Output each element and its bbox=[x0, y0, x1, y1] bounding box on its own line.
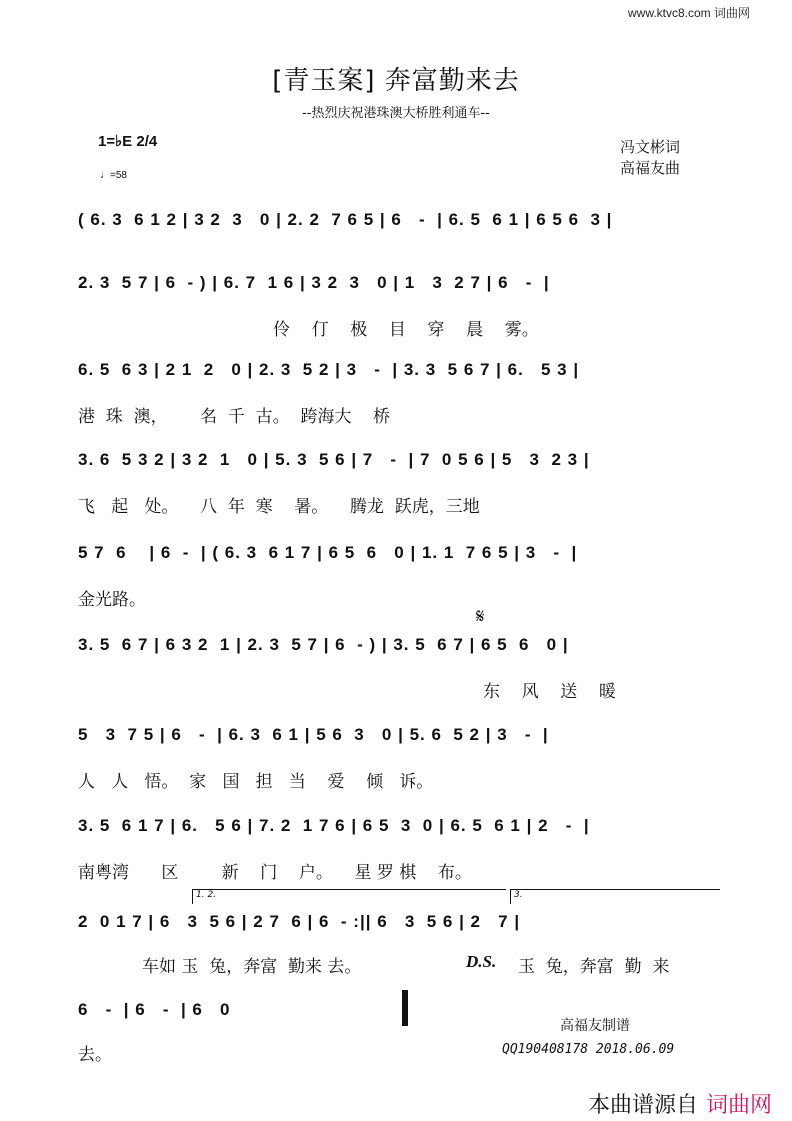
notation-row: 5 7 6 | 6 - | ( 6. 3 6 1 7 | 6 5 6 0 | 1. 1 7 6 5 | 3 - | bbox=[78, 543, 578, 562]
notation-row: 6 - | 6 - | 6 0 bbox=[78, 1000, 231, 1019]
volta-first-ending: 1. 2. bbox=[192, 889, 506, 904]
lyrics-row: 伶 仃 极 目 穿 晨 雾。 bbox=[273, 320, 539, 340]
notation-row: 3. 5 6 1 7 | 6. 5 6 | 7. 2 1 7 6 | 6 5 3 0 | 6. 5 6 1 | 2 - | bbox=[78, 816, 590, 835]
lyrics-row: 人 人 悟。 家 国 担 当 爱 倾 诉。 bbox=[78, 772, 434, 792]
lyrics-row-alt: 玉 兔，奔富 勤 来 bbox=[518, 957, 670, 977]
contact-date: QQ190408178 2018.06.09 bbox=[502, 1042, 675, 1057]
key-signature: 1=♭E 2/4 bbox=[98, 133, 158, 150]
tempo-marking: ♩=58 bbox=[100, 170, 127, 181]
notation-row: ( 6. 3 6 1 2 | 3 2 3 0 | 2. 2 7 6 5 | 6 - | 6. 5 6 1 | 6 5 6 3 | bbox=[78, 210, 613, 229]
notation-row: 6. 5 6 3 | 2 1 2 0 | 2. 3 5 2 | 3 - | 3. 3 5 6 7 | 6. 5 3 | bbox=[78, 360, 580, 379]
lyrics-row: 南粤湾 区 新 门 户。 星 罗 棋 布。 bbox=[78, 863, 472, 883]
notation-row: 2 0 1 7 | 6 3 5 6 | 2 7 6 | 6 - :|| 6 3 5 6 | 2 7 | bbox=[78, 912, 521, 931]
final-barline bbox=[402, 990, 408, 1026]
lyrics-row: 去。 bbox=[78, 1045, 112, 1065]
notation-row: 2. 3 5 7 | 6 - ) | 6. 7 1 6 | 3 2 3 0 | 1 3 2 7 | 6 - | bbox=[78, 273, 550, 292]
lyrics-row: 金光路。 bbox=[78, 590, 146, 610]
site-url[interactable]: www.ktvc8.com 词曲网 bbox=[628, 6, 751, 20]
segno-sign: 𝄋 bbox=[476, 604, 485, 628]
brand-footer[interactable] bbox=[588, 1088, 772, 1119]
volta-third-ending: 3. bbox=[510, 889, 720, 904]
lyricist-credit: 冯文彬词 bbox=[620, 138, 681, 156]
song-subtitle: --热烈庆祝港珠澳大桥胜利通车-- bbox=[302, 106, 490, 121]
notation-row: 3. 6 5 3 2 | 3 2 1 0 | 5. 3 5 6 | 7 - | 7 0 5 6 | 5 3 2 3 | bbox=[78, 450, 590, 469]
song-title: [青玉案] 奔富勤来去 bbox=[272, 66, 520, 96]
notation-row: 3. 5 6 7 | 6 3 2 1 | 2. 3 5 7 | 6 - ) | 3. 5 6 7 | 6 5 6 0 | bbox=[78, 635, 569, 654]
arranger-credit: 高福友制谱 bbox=[560, 1018, 630, 1034]
notation-row: 5 3 7 5 | 6 - | 6. 3 6 1 | 5 6 3 0 | 5. 6 5 2 | 3 - | bbox=[78, 725, 549, 744]
lyrics-row: 港 珠 澳， 名 千 古。 跨海大 桥 bbox=[78, 407, 391, 427]
composer-credit: 高福友曲 bbox=[620, 159, 681, 177]
brand-source-text: 本曲谱源自 bbox=[587, 1093, 698, 1118]
ds-marking: D.S. bbox=[466, 952, 497, 971]
brand-logo[interactable]: 词曲网 bbox=[705, 1093, 772, 1118]
lyrics-row: 东 风 送 暖 bbox=[483, 682, 616, 702]
lyrics-row: 飞 起 处。 八 年 寒 暑。 腾龙 跃虎，三地 bbox=[78, 497, 480, 517]
lyrics-row: 车如 玉 兔，奔富 勤来 去。 bbox=[142, 957, 362, 977]
